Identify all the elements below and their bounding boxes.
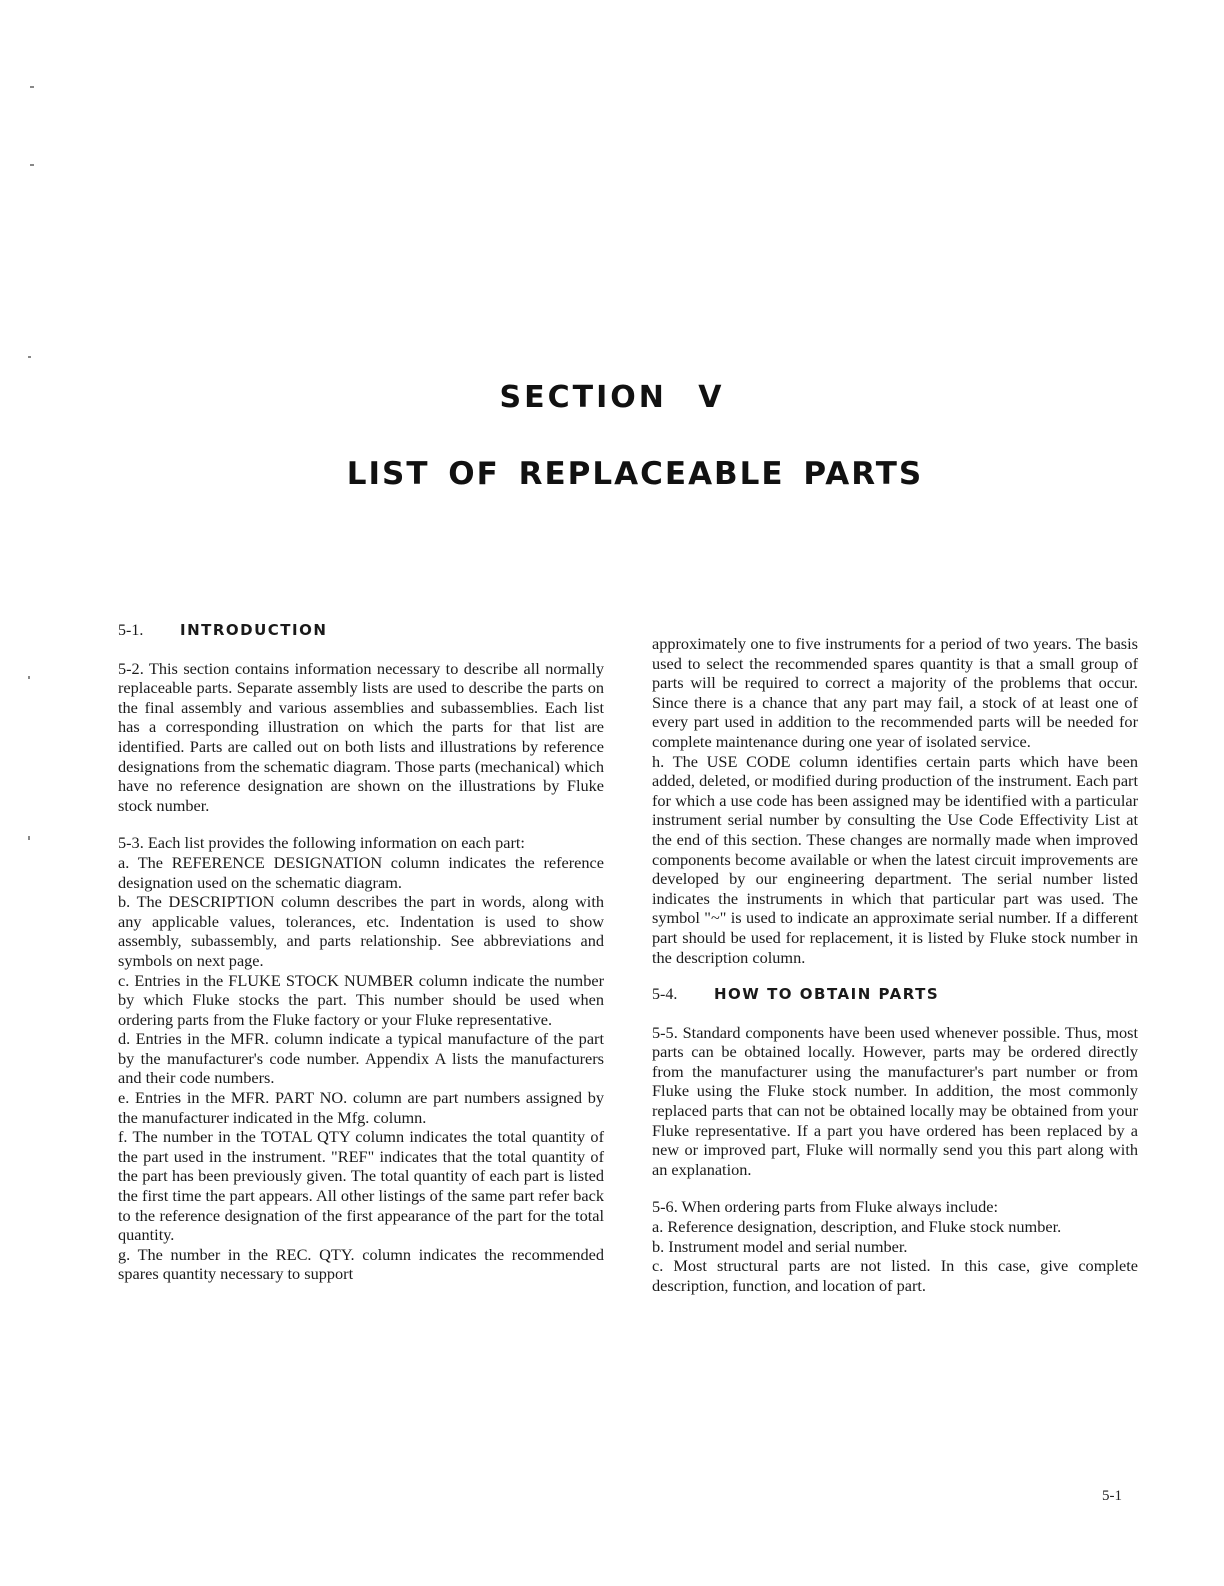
scan-speck [28,676,30,679]
paragraph-5-3: 5-3. Each list provides the following information on each part: [118,833,525,853]
paragraph-continuation: approximately one to five instruments for a period of two years. The basis used to select the recommended spares quantity is that a small group of parts will be required to correct a majority of the problems that occur. Since there is a chance that any part may fail, a stock of at least one of every part used in addition to the recommended parts will be needed for complete maintenance during one year of isolated service. [652,634,1138,751]
list-item-6c: c. Most structural parts are not listed. In this case, give complete description, function, and location of part. [652,1256,1138,1295]
list-item-h: h. The USE CODE column identifies certain parts which have been added, deleted, or modified during production of the instrument. Each part for which a use code has been assigned may be identified with a particular instrument serial number by consulting the Use Code Effectivity List at the end of this section. These changes are normally made when improved components become available or when the latest circuit improvements are developed by our engineering department. The serial number listed indicates the instruments in which that particular part was used. The symbol "~" is used to indicate an approximate serial number. If a different part should be used for replacement, it is listed by Fluke stock number in the description column. [652,751,1138,967]
page-number: 5-1 [1102,1488,1122,1504]
scan-speck [30,164,34,166]
heading-label: HOW TO OBTAIN PARTS [714,985,940,1004]
paragraph-5-5: 5-5. Standard components have been used whenever possible. Thus, most parts can be obtained locally. However, parts may be ordered directly from the manufacturer using the manufacturer's part number or from Fluke using the Fluke stock number. In addition, the most commonly replaced parts that can not be obtained locally may be obtained from your Fluke representative. If a part you have ordered has been replaced by a new or improved part, Fluke will normally send you this part along with an explanation. [652,1022,1138,1179]
section-subtitle: LIST OF REPLACEABLE PARTS [346,456,924,492]
list-item-6b: b. Instrument model and serial number. [652,1236,908,1256]
heading-label: INTRODUCTION [180,621,328,639]
list-item-f: f. The number in the TOTAL QTY column indicates the total quantity of the part used in the instrument. "REF" indicates that the total quantity of the part has been previously given. The total quantity of each part is listed the first time the part appears. All other listings of the same part refer back to the reference designation of the first appearance of the part for the total quantity. [118,1127,604,1245]
list-item-a: a. The REFERENCE DESIGNATION column indicates the reference designation used on the schematic diagram. [118,852,604,892]
paragraph-5-6: 5-6. When ordering parts from Fluke always include: [652,1197,999,1217]
left-column [118,621,604,1284]
scan-speck [28,836,30,840]
list-item-d: d. Entries in the MFR. column indicate a typical manufacture of the part by the manufacturer's code number. Appendix A lists the manufacturers and their code numbers. [118,1029,604,1088]
heading-introduction [118,621,604,641]
paragraph-5-2: 5-2. This section contains information necessary to describe all normally replaceable parts. Separate assembly lists are used to describe the parts on the final assembly and various assemblies and subassemblies. Each list has a corresponding illustration on which the parts for that list are identified. Parts are called out on both lists and illustrations by reference designations from the schematic diagram. Those parts (mechanical) which have no reference designation are shown on the illustrations by Fluke stock number. [118,658,604,815]
list-item-e: e. Entries in the MFR. PART NO. column are part numbers assigned by the manufacturer indicated in the Mfg. column. [118,1088,604,1127]
heading-how-to-obtain-parts [652,985,1138,1005]
heading-number: 5-4. [652,986,678,1004]
scan-speck [30,86,34,88]
heading-number: 5-1. [118,622,144,639]
list-item-6a: a. Reference designation, description, and Fluke stock number. [652,1217,1062,1237]
list-item-c: c. Entries in the FLUKE STOCK NUMBER column indicate the number by which Fluke stocks the part. This number should be used when ordering parts from the Fluke factory or your Fluke representative. [118,970,604,1029]
right-column [652,634,1138,1295]
section-title: SECTION V [499,380,725,415]
list-item-b: b. The DESCRIPTION column describes the part in words, along with any applicable values, tolerances, etc. Indentation is used to show assembly, subassembly, and parts relationship. See abbreviations and symbols on next page. [118,892,604,970]
scan-speck [28,356,31,358]
list-item-g: g. The number in the REC. QTY. column indicates the recommended spares quantity necessary to support [118,1244,604,1284]
